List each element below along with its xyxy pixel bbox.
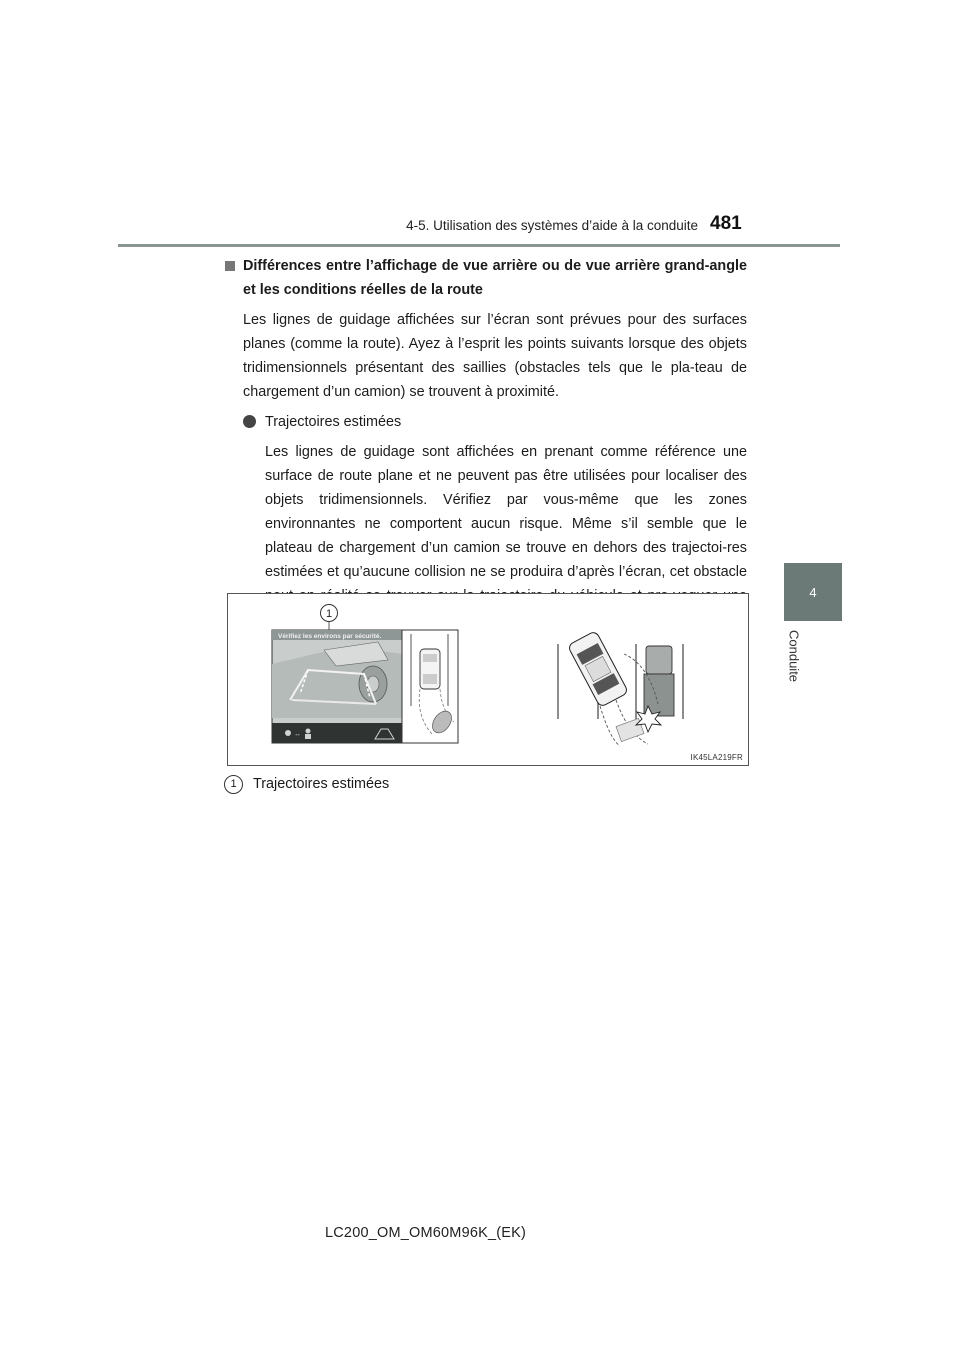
callout-number: 1 xyxy=(325,608,333,620)
camera-icon xyxy=(285,730,291,736)
intro-paragraph: Les lignes de guidage affichées sur l’écran sont prévues pour des surfaces planes (comme la route). Ayez à l’esprit les points suivants lorsque des objets tridimensionnels présentant des saillies (obstacles tels que le pla-teau de chargement d’un camion) se trouvent à proximité. xyxy=(243,312,747,400)
section-content xyxy=(225,254,747,632)
caption-number-circle: 1 xyxy=(224,775,243,794)
illustration-figure xyxy=(227,593,749,766)
bullet-title: Trajectoires estimées xyxy=(265,414,402,430)
figure-code: IK45LA219FR xyxy=(690,753,743,762)
screen-banner: Vérifiez les environs par sécurité. xyxy=(278,633,382,640)
camera-screen-illustration xyxy=(272,630,402,743)
chapter-tab[interactable] xyxy=(784,563,842,621)
chapter-number: 4 xyxy=(809,584,817,600)
section-heading-text: Différences entre l’affichage de vue arrière ou de vue arrière grand-angle et les conditions réelles de la route xyxy=(243,258,747,298)
bullet-item xyxy=(225,410,747,434)
person-icon xyxy=(306,729,311,734)
chapter-label: Conduite xyxy=(786,630,802,683)
caption-text: Trajectoires estimées xyxy=(253,776,390,792)
top-view-panel xyxy=(402,630,458,743)
header-rule xyxy=(118,244,840,247)
bullet-dot-icon xyxy=(243,415,256,428)
section-heading xyxy=(225,254,747,302)
bullet-paragraph: Les lignes de guidage sont affichées en prenant comme référence une surface de route plane et ne peuvent pas être utilisées pour localiser des objets tridimensionnels. Vérifiez par vous-même que les zones environnantes ne comportent aucun risque. Même s’il semble que le plateau de chargement d’un camion se trouve en dehors des trajectoi-res estimées et qu’aucune collision ne se produira d’après l’écran, cet obstacle xyxy=(265,444,747,580)
running-header-section: 4-5. Utilisation des systèmes d’aide à la conduite xyxy=(406,218,698,233)
swap-arrow-icon: ↔ xyxy=(294,731,301,738)
heading-square-marker-icon xyxy=(225,261,235,271)
figure-caption xyxy=(230,773,390,795)
parking-scene-illustration xyxy=(558,631,683,746)
illustration-svg xyxy=(228,594,750,767)
footer-document-code: LC200_OM_OM60M96K_(EK) xyxy=(325,1225,527,1241)
page-number: 481 xyxy=(710,213,742,234)
